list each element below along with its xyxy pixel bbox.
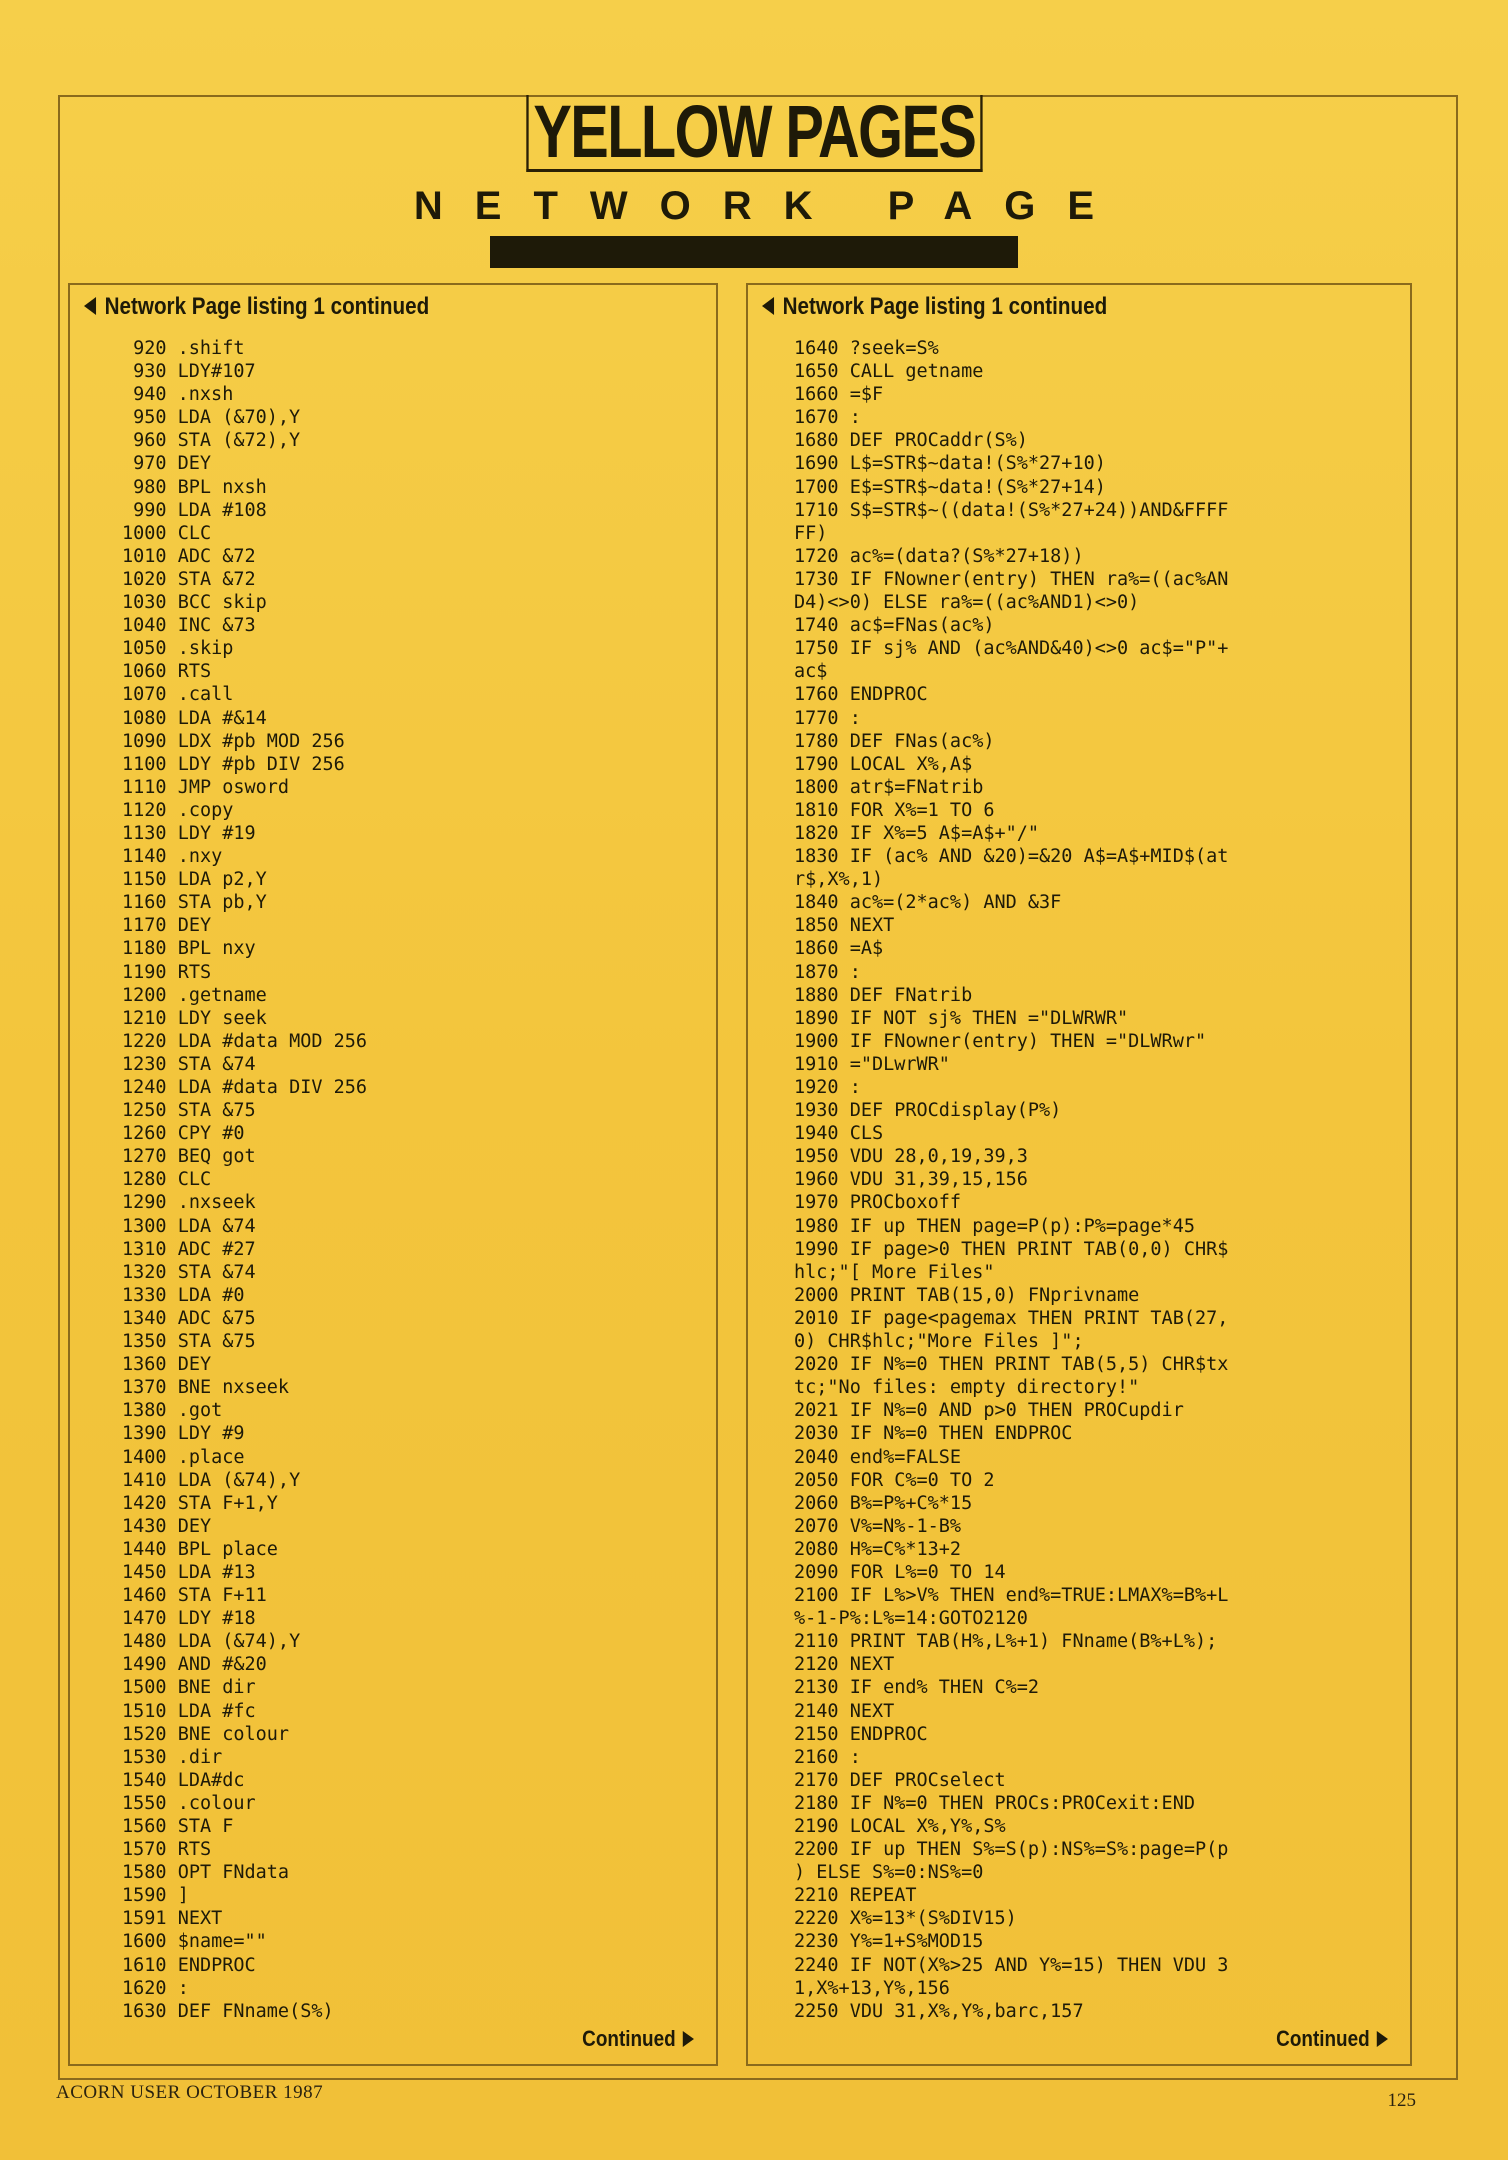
code-line: 1850 NEXT (794, 915, 895, 937)
code-line: 2230 Y%=1+S%MOD15 (794, 1931, 984, 1953)
code-line: 1670 : (794, 407, 861, 429)
code-line: 2090 FOR L%=0 TO 14 (794, 1561, 1006, 1583)
code-line: 1630 DEF FNname(S%) (122, 2000, 334, 2022)
code-line: FF) (794, 522, 828, 544)
panel-heading-right: Network Page listing 1 continued (762, 293, 1107, 321)
code-line: 1300 LDA &74 (122, 1215, 256, 1237)
code-line: 1390 LDY #9 (122, 1423, 245, 1445)
code-line: 1040 INC &73 (122, 615, 256, 637)
code-line: 1210 LDY seek (122, 1007, 267, 1029)
code-line: 2000 PRINT TAB(15,0) FNprivname (794, 1284, 1140, 1306)
code-line: 1591 NEXT (122, 1908, 223, 1930)
code-line: 1760 ENDPROC (794, 684, 928, 706)
code-line: 940 .nxsh (133, 384, 234, 406)
code-line: 2210 REPEAT (794, 1885, 917, 1907)
code-line: 1410 LDA (&74),Y (122, 1469, 301, 1491)
code-line: 1380 .got (122, 1400, 223, 1422)
code-line: 1420 STA F+1,Y (122, 1492, 278, 1514)
code-line: ) ELSE S%=0:NS%=0 (794, 1862, 984, 1884)
code-line: 1430 DEY (122, 1515, 212, 1537)
code-line: 1470 LDY #18 (122, 1608, 256, 1630)
code-line: 1830 IF (ac% AND &20)=&20 A$=A$+MID$(at (794, 846, 1229, 868)
panel-heading-left: Network Page listing 1 continued (84, 293, 429, 321)
code-line: 2040 end%=FALSE (794, 1446, 962, 1468)
code-line: 1890 IF NOT sj% THEN ="DLWRWR" (794, 1007, 1129, 1029)
code-line: 1000 CLC (122, 522, 212, 544)
code-line: 1010 ADC &72 (122, 545, 256, 567)
code-line: 2100 IF L%>V% THEN end%=TRUE:LMAX%=B%+L (794, 1585, 1229, 1607)
code-line: 1640 ?seek=S% (794, 338, 939, 359)
code-line: 1120 .copy (122, 799, 234, 821)
code-line: %-1-P%:L%=14:GOTO2120 (794, 1608, 1028, 1630)
code-line: 1690 L$=STR$~data!(S%*27+10) (794, 453, 1106, 475)
code-line: 1970 PROCboxoff (794, 1192, 962, 1214)
code-line: 2140 NEXT (794, 1700, 895, 1722)
code-line: 1200 .getname (122, 984, 267, 1006)
code-line: 1080 LDA #&14 (122, 707, 267, 729)
code-line: 990 LDA #108 (133, 499, 267, 521)
code-line: 1940 CLS (794, 1123, 884, 1145)
code-line: 1270 BEQ got (122, 1146, 256, 1168)
code-line: 1990 IF page>0 THEN PRINT TAB(0,0) CHR$ (794, 1238, 1229, 1260)
code-line: 1620 : (122, 1977, 189, 1999)
code-line: 2060 B%=P%+C%*15 (794, 1492, 973, 1514)
code-line: 1570 RTS (122, 1839, 212, 1861)
code-line: 1710 S$=STR$~((data!(S%*27+24))AND&FFFF (794, 499, 1229, 521)
code-line: 1350 STA &75 (122, 1331, 256, 1353)
footer-page-number: 125 (1387, 2090, 1416, 2111)
code-line: 0) CHR$hlc;"More Files ]"; (794, 1331, 1084, 1353)
code-listing-right (794, 337, 1228, 2023)
code-line: 1250 STA &75 (122, 1100, 256, 1122)
code-line: 1700 E$=STR$~data!(S%*27+14) (794, 476, 1106, 498)
code-line: 1720 ac%=(data?(S%*27+18)) (794, 545, 1084, 567)
code-line: 1360 DEY (122, 1354, 212, 1376)
code-line: 1580 OPT FNdata (122, 1862, 290, 1884)
code-line: 1840 ac%=(2*ac%) AND &3F (794, 892, 1062, 914)
code-line: 1550 .colour (122, 1792, 256, 1814)
code-line: 1230 STA &74 (122, 1053, 256, 1075)
code-line: 1190 RTS (122, 961, 212, 983)
code-line: 1480 LDA (&74),Y (122, 1631, 301, 1653)
code-line: 2070 V%=N%-1-B% (794, 1515, 962, 1537)
right-arrow-icon (683, 2031, 694, 2047)
code-line: 1060 RTS (122, 661, 212, 683)
code-line: 1800 atr$=FNatrib (794, 776, 984, 798)
code-line: 1740 ac$=FNas(ac%) (794, 615, 995, 637)
code-line: 1090 LDX #pb MOD 256 (122, 730, 345, 752)
code-line: 1370 BNE nxseek (122, 1377, 290, 1399)
code-line: 1260 CPY #0 (122, 1123, 245, 1145)
code-line: 2170 DEF PROCselect (794, 1769, 1006, 1791)
code-line: 2050 FOR C%=0 TO 2 (794, 1469, 995, 1491)
code-line: r$,X%,1) (794, 869, 884, 891)
code-line: 930 LDY#107 (133, 361, 256, 383)
code-line: 1070 .call (122, 684, 234, 706)
code-line: 2030 IF N%=0 THEN ENDPROC (794, 1423, 1073, 1445)
code-line: 950 LDA (&70),Y (133, 407, 301, 429)
code-line: 1330 LDA #0 (122, 1284, 245, 1306)
listing-panel-right (746, 283, 1412, 2066)
listing-panel-left (68, 283, 718, 2066)
code-line: hlc;"[ More Files" (794, 1261, 995, 1283)
left-arrow-icon (84, 297, 96, 315)
code-line: 2150 ENDPROC (794, 1723, 928, 1745)
code-line: 1950 VDU 28,0,19,39,3 (794, 1146, 1028, 1168)
code-line: tc;"No files: empty directory!" (794, 1377, 1140, 1399)
code-line: 1460 STA F+11 (122, 1585, 267, 1607)
code-line: 1310 ADC #27 (122, 1238, 256, 1260)
code-line: 1030 BCC skip (122, 592, 267, 614)
code-line: 2220 X%=13*(S%DIV15) (794, 1908, 1017, 1930)
code-line: 1110 JMP osword (122, 776, 290, 798)
code-line: 2250 VDU 31,X%,Y%,barc,157 (794, 2000, 1084, 2022)
code-line: 1160 STA pb,Y (122, 892, 267, 914)
code-line: 1220 LDA #data MOD 256 (122, 1030, 368, 1052)
code-line: 960 STA (&72),Y (133, 430, 301, 452)
code-line: 2240 IF NOT(X%>25 AND Y%=15) THEN VDU 3 (794, 1954, 1229, 1976)
code-line: 1500 BNE dir (122, 1677, 256, 1699)
code-line: 2110 PRINT TAB(H%,L%+1) FNname(B%+L%); (794, 1631, 1218, 1653)
code-line: 2190 LOCAL X%,Y%,S% (794, 1816, 1006, 1837)
code-line: 1,X%+13,Y%,156 (794, 1977, 950, 1999)
code-line: 2010 IF page<pagemax THEN PRINT TAB(27, (794, 1307, 1229, 1329)
masthead (0, 90, 1508, 268)
code-line: 2200 IF up THEN S%=S(p):NS%=S%:page=P(p (794, 1839, 1229, 1861)
code-line: 2080 H%=C%*13+2 (794, 1538, 962, 1560)
code-line: 1590 ] (122, 1885, 189, 1907)
code-line: 1870 : (794, 961, 861, 983)
masthead-bar (490, 236, 1018, 268)
code-line: 1780 DEF FNas(ac%) (794, 730, 995, 752)
code-line: 1930 DEF PROCdisplay(P%) (794, 1100, 1062, 1122)
code-line: 1320 STA &74 (122, 1261, 256, 1283)
code-line: 1920 : (794, 1077, 861, 1098)
code-line: 1150 LDA p2,Y (122, 869, 267, 891)
code-line: 1140 .nxy (122, 846, 223, 868)
code-line: 1810 FOR X%=1 TO 6 (794, 799, 995, 821)
code-line: 1880 DEF FNatrib (794, 984, 973, 1006)
code-line: 1400 .place (122, 1446, 245, 1468)
code-line: 1980 IF up THEN page=P(p):P%=page*45 (794, 1215, 1195, 1237)
code-line: D4)<>0) ELSE ra%=((ac%AND1)<>0) (794, 592, 1140, 614)
code-line: 1820 IF X%=5 A$=A$+"/" (794, 822, 1040, 844)
code-line: 1290 .nxseek (122, 1192, 256, 1214)
code-line: 1520 BNE colour (122, 1723, 290, 1745)
code-line: 970 DEY (133, 453, 212, 475)
code-listing-left (122, 337, 367, 2023)
code-line: 2020 IF N%=0 THEN PRINT TAB(5,5) CHR$tx (794, 1354, 1229, 1376)
code-line: 1660 =$F (794, 384, 884, 406)
code-line: ac$ (794, 661, 828, 683)
right-arrow-icon (1377, 2031, 1388, 2047)
code-line: 1770 : (794, 707, 861, 729)
continued-label-left: Continued (582, 2026, 694, 2052)
code-line: 1960 VDU 31,39,15,156 (794, 1169, 1028, 1191)
code-line: 1600 $name="" (122, 1931, 267, 1953)
code-line: 2130 IF end% THEN C%=2 (794, 1677, 1040, 1699)
left-arrow-icon (762, 297, 774, 315)
code-line: 1650 CALL getname (794, 361, 984, 383)
code-line: 1510 LDA #fc (122, 1700, 256, 1722)
code-line: 1130 LDY #19 (122, 822, 256, 844)
code-line: 1790 LOCAL X%,A$ (794, 753, 973, 775)
code-line: 1490 AND #&20 (122, 1654, 267, 1676)
code-line: 1560 STA F (122, 1816, 234, 1837)
code-line: 1540 LDA#dc (122, 1769, 245, 1791)
code-line: 1340 ADC &75 (122, 1307, 256, 1329)
code-line: 1450 LDA #13 (122, 1561, 256, 1583)
code-line: 2120 NEXT (794, 1654, 895, 1676)
code-line: 1680 DEF PROCaddr(S%) (794, 430, 1028, 452)
code-line: 1910 ="DLwrWR" (794, 1053, 950, 1075)
code-line: 920 .shift (133, 338, 245, 359)
code-line: 2180 IF N%=0 THEN PROCs:PROCexit:END (794, 1792, 1195, 1814)
code-line: 2021 IF N%=0 AND p>0 THEN PROCupdir (794, 1400, 1184, 1422)
code-line: 1860 =A$ (794, 938, 884, 960)
code-line: 1610 ENDPROC (122, 1954, 256, 1976)
code-line: 1170 DEY (122, 915, 212, 937)
footer-publication: ACORN USER OCTOBER 1987 (56, 2082, 324, 2103)
code-line: 1180 BPL nxy (122, 938, 256, 960)
code-line: 1900 IF FNowner(entry) THEN ="DLWRwr" (794, 1030, 1207, 1052)
masthead-subtitle: NETWORK PAGE (413, 184, 1127, 228)
code-line: 1050 .skip (122, 638, 234, 660)
code-line: 1240 LDA #data DIV 256 (122, 1077, 368, 1098)
code-line: 2160 : (794, 1746, 861, 1768)
code-line: 1440 BPL place (122, 1538, 278, 1560)
code-line: 1750 IF sj% AND (ac%AND&40)<>0 ac$="P"+ (794, 638, 1229, 660)
masthead-title: YELLOW PAGES (526, 95, 982, 172)
code-line: 1280 CLC (122, 1169, 212, 1191)
code-line: 1100 LDY #pb DIV 256 (122, 753, 345, 775)
continued-label-right: Continued (1276, 2026, 1388, 2052)
code-line: 1530 .dir (122, 1746, 223, 1768)
code-line: 1020 STA &72 (122, 568, 256, 590)
code-line: 980 BPL nxsh (133, 476, 267, 498)
code-line: 1730 IF FNowner(entry) THEN ra%=((ac%AN (794, 568, 1229, 590)
